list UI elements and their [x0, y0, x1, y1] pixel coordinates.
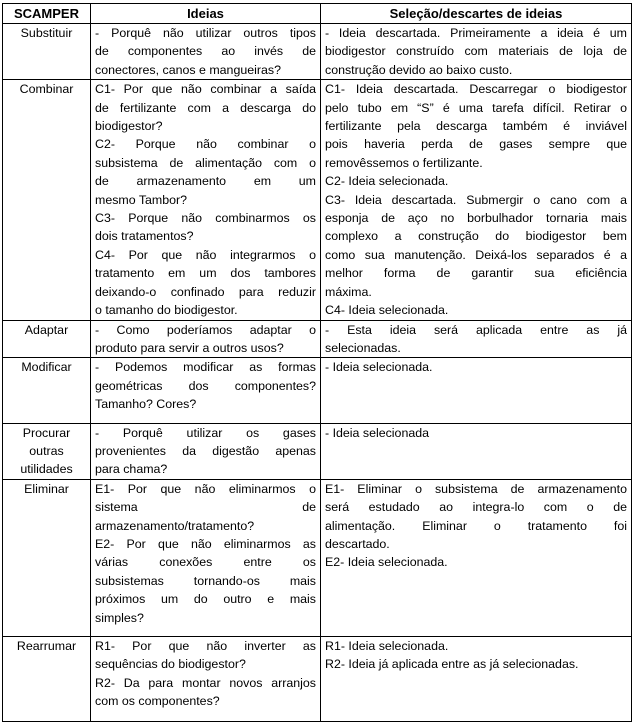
cell-selection: [321, 24, 632, 80]
idea-text-line: produto para servir a outros usos?: [95, 340, 284, 355]
table-row: [3, 479, 632, 636]
cell-selection: [321, 637, 632, 722]
cell-technique: [3, 24, 91, 80]
selection-text-line: C3- Ideia descartada. Submergir o cano com a: [325, 192, 627, 207]
idea-text-line: C1- Por que não combinar a saída: [95, 82, 316, 97]
idea-text-line: simples?: [95, 610, 144, 625]
selection-text-line: será estudado ao integra-lo com o de: [325, 500, 627, 515]
technique-label-line: Substituir: [20, 26, 73, 40]
technique-label-line: outras: [29, 443, 64, 458]
idea-text-line: provenientes da digestão apenas: [95, 443, 316, 458]
selection-text-line: removêssemos o fertilizante.: [325, 155, 483, 170]
idea-text-line: sistema de: [95, 500, 316, 515]
idea-text-line: R1- Por que não inverter as: [95, 639, 316, 653]
cell-technique: [3, 358, 91, 423]
cell-selection: [321, 479, 632, 636]
cell-ideas: [91, 637, 321, 722]
cell-selection: [321, 320, 632, 358]
cell-technique: [3, 423, 91, 479]
selection-text-line: R2- Ideia já aplicada entre as já selecionadas.: [325, 657, 579, 672]
idea-text-line: biodigestor?: [95, 119, 163, 134]
idea-text-line: várias conexões entre os: [95, 555, 316, 570]
idea-text-line: - Porquê utilizar os gases: [95, 425, 316, 440]
technique-label-line: Procurar: [22, 425, 71, 440]
header-selection: Seleção/descartes de ideias: [321, 4, 632, 24]
idea-text-line: - Como poderíamos adaptar o: [95, 322, 316, 337]
table-row: [3, 358, 632, 423]
cell-ideas: [91, 423, 321, 479]
cell-ideas: [91, 479, 321, 636]
idea-text-line: deixando-o confinado para reduzir: [95, 284, 316, 299]
header-row: [3, 4, 632, 24]
idea-text-line: - Podemos modificar as formas: [95, 360, 316, 375]
selection-text-line: esponja de aço no borbulhador tornaria mais: [325, 211, 627, 226]
selection-text-line: construção devido ao baixo custo.: [325, 62, 513, 77]
cell-technique: [3, 320, 91, 358]
idea-text-line: conectores, canos e mangueiras?: [95, 62, 281, 77]
selection-text-line: - Esta ideia será aplicada entre as já: [325, 322, 627, 337]
selection-text-line: - Ideia descartada. Primeiramente a ideia é um: [325, 26, 627, 40]
idea-text-line: subsistema de alimentação com o: [95, 155, 316, 170]
idea-text-line: tratamento em um dos tambores: [95, 266, 316, 281]
idea-text-line: geométricas dos componentes?: [95, 378, 316, 393]
selection-text-line: máxima.: [325, 284, 372, 299]
cell-selection: [321, 423, 632, 479]
selection-text-line: fertilizante pela descarga também é inviável: [325, 119, 627, 134]
idea-text-line: de fertilizante com a descarga do: [95, 100, 316, 115]
table-row: [3, 24, 632, 80]
cell-ideas: [91, 80, 321, 320]
cell-ideas: [91, 320, 321, 358]
selection-text-line: descartado.: [325, 536, 390, 551]
idea-text-line: - Porquê não utilizar outros tipos: [95, 26, 316, 40]
selection-text-line: - Ideia selecionada: [325, 425, 430, 440]
selection-text-line: C2- Ideia selecionada.: [325, 174, 449, 189]
cell-selection: [321, 358, 632, 423]
table-row: [3, 320, 632, 358]
table-row: [3, 80, 632, 320]
header-scamper: SCAMPER: [3, 4, 91, 24]
cell-ideas: [91, 24, 321, 80]
selection-text-line: melhor forma de garantir sua eficiência: [325, 266, 627, 281]
technique-label-line: utilidades: [20, 462, 73, 477]
idea-text-line: para chama?: [95, 462, 168, 477]
cell-technique: [3, 479, 91, 636]
idea-text-line: armazenamento/tratamento?: [95, 518, 255, 533]
cell-technique: [3, 637, 91, 722]
technique-label-line: Adaptar: [24, 322, 69, 337]
header-ideas: Ideias: [91, 4, 321, 24]
selection-text-line: E2- Ideia selecionada.: [325, 555, 448, 570]
idea-text-line: E1- Por que não eliminarmos o: [95, 481, 316, 496]
idea-text-line: dois tratamentos?: [95, 229, 194, 244]
selection-text-line: como sua manutenção. Deixá-los separados é a: [325, 247, 627, 262]
selection-text-line: pelo tubo em “S” é uma tarefa difícil. Retirar o: [325, 100, 627, 115]
idea-text-line: próximos um do outro e mais: [95, 592, 316, 607]
idea-text-line: sequências do biodigestor?: [95, 657, 246, 672]
scamper-table: [2, 3, 632, 722]
idea-text-line: de componentes ao invés de: [95, 44, 316, 59]
cell-technique: [3, 80, 91, 320]
table-row: [3, 423, 632, 479]
table-body: [3, 24, 632, 722]
selection-text-line: alimentação. Eliminar o tratamento foi: [325, 518, 627, 533]
table-row: [3, 637, 632, 722]
selection-text-line: selecionadas.: [325, 340, 401, 355]
idea-text-line: R2- Da para montar novos arranjos: [95, 675, 316, 690]
selection-text-line: C4- Ideia selecionada.: [325, 303, 449, 318]
idea-text-line: de armazenamento em um: [95, 174, 316, 189]
technique-label-line: Rearrumar: [16, 639, 77, 653]
selection-text-line: C1- Ideia descartada. Descarregar o biodigestor: [325, 82, 627, 97]
technique-label-line: Eliminar: [24, 481, 69, 496]
idea-text-line: Tamanho? Cores?: [95, 397, 197, 412]
idea-text-line: C2- Porque não combinar o: [95, 137, 316, 152]
cell-ideas: [91, 358, 321, 423]
technique-label-line: Modificar: [21, 360, 72, 375]
selection-text-line: biodigestor construído com materiais de loja de: [325, 44, 627, 59]
idea-text-line: mesmo Tambor?: [95, 192, 188, 207]
idea-text-line: C4- Por que não integrarmos o: [95, 247, 316, 262]
cell-selection: [321, 80, 632, 320]
idea-text-line: o tamanho do biodigestor.: [95, 303, 238, 318]
idea-text-line: C3- Porque não combinarmos os: [95, 211, 316, 226]
technique-label-line: Combinar: [19, 82, 74, 97]
selection-text-line: - Ideia selecionada.: [325, 360, 433, 375]
selection-text-line: pois haveria perda de gases sempre que: [325, 137, 627, 152]
selection-text-line: R1- Ideia selecionada.: [325, 639, 449, 653]
idea-text-line: E2- Por que não eliminarmos as: [95, 536, 316, 551]
selection-text-line: E1- Eliminar o subsistema de armazenamento: [325, 481, 627, 496]
idea-text-line: subsistemas tornando-os mais: [95, 573, 316, 588]
idea-text-line: com os componentes?: [95, 694, 220, 709]
selection-text-line: complexo a construção do biodigestor bem: [325, 229, 627, 244]
